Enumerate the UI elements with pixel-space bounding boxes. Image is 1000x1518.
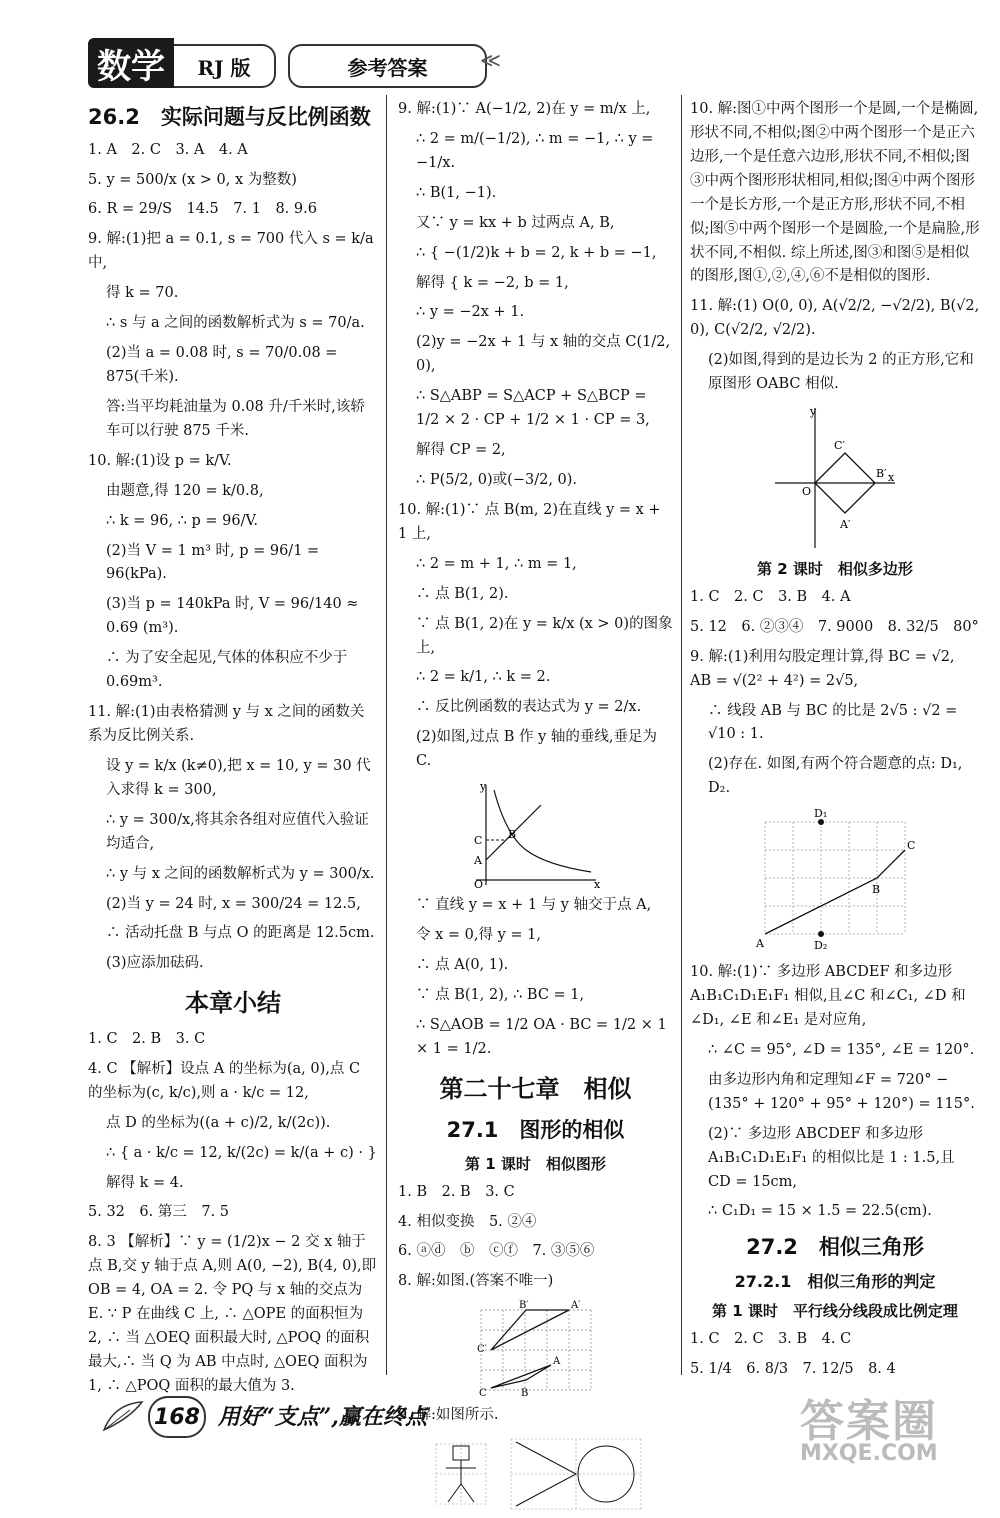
answer-line: ∴ 点 B(1, 2). xyxy=(416,585,509,602)
chapter-title: 第二十七章 相似 xyxy=(439,1074,632,1103)
page-footer xyxy=(100,1392,460,1442)
answer-line: ∴ 2 = k/1, ∴ k = 2. xyxy=(416,669,551,686)
answer-line: (2)当 V = 1 m³ 时, p = 96/1 = 96(kPa). xyxy=(106,542,320,583)
axis-label-y: y xyxy=(810,405,817,419)
answer-line: ∴ P(5/2, 0)或(−3/2, 0). xyxy=(416,471,578,488)
answer-line: ∴ 为了安全起见,气体的体积应不少于 0.69m³. xyxy=(106,650,348,691)
answer-line: 解得 k = 4. xyxy=(106,1174,184,1191)
section-title: 27.2 相似三角形 xyxy=(746,1235,924,1260)
point-label-a: A xyxy=(756,937,764,951)
answer-line: 1. B 2. B 3. C xyxy=(398,1183,515,1200)
section-title: 27.1 图形的相似 xyxy=(446,1118,625,1143)
lesson-title: 第 1 课时 相似图形 xyxy=(465,1154,606,1173)
point-label-a-prime: A′ xyxy=(570,1300,580,1312)
answer-line: 10. 解:(1)设 p = k/V. xyxy=(88,452,232,469)
answer-line: (2)当 y = 24 时, x = 300/24 = 12.5, xyxy=(106,895,361,912)
origin-label: O xyxy=(473,878,483,891)
point-label-c: C xyxy=(473,834,482,848)
answer-line: ∴ 反比例函数的表达式为 y = 2/x. xyxy=(416,699,642,716)
summary-title: 本章小结 xyxy=(185,989,281,1018)
answer-line: 6. ⓐⓓ ⓑ ⓒⓕ 7. ③⑤⑥ xyxy=(398,1243,595,1260)
answer-line: ∴ 点 A(0, 1). xyxy=(416,956,509,973)
column-divider xyxy=(386,95,387,1375)
slogan: 用好“支点”,赢在终点 xyxy=(218,1404,427,1430)
watermark xyxy=(800,1385,938,1466)
point-label-c-prime: C′ xyxy=(476,1344,487,1356)
square-coordinate-figure xyxy=(770,403,900,553)
answer-line: ∴ y = 300/x,将其余各组对应值代入验证均适合, xyxy=(106,811,369,852)
column-left xyxy=(88,98,378,1405)
answer-line: 11. 解:(1) O(0, 0), A(√2/2, −√2/2), B(√2, 0), C(√2/2, √2/2). xyxy=(690,298,980,339)
answer-line: ∵ 点 B(1, 2), ∴ BC = 1, xyxy=(416,986,585,1003)
answer-line: 得 k = 70. xyxy=(106,285,179,302)
axis-label-x: x xyxy=(888,471,895,485)
answer-line: (3)当 p = 140kPa 时, V = 96/140 ≈ 0.69 (m³). xyxy=(106,596,359,637)
similar-triangles-grid-figure xyxy=(471,1300,601,1400)
answer-line: ∵ 点 B(1, 2)在 y = k/x (x > 0)的图象上, xyxy=(416,615,673,656)
answer-line: 11. 解:(1)由表格猜测 y 与 x 之间的函数关系为反比例关系. xyxy=(88,704,365,744)
answer-line: 由多边形内角和定理知∠F = 720° − (135° + 120° + 95° + 120°) = 115°. xyxy=(708,1071,975,1112)
answer-line: 5. 12 6. ②③④ 7. 9000 8. 32/5 80° xyxy=(690,618,979,635)
axis-label-y: y xyxy=(479,780,486,794)
axis-label-x: x xyxy=(593,878,600,891)
answer-line: (2)存在. 如图,有两个符合题意的点: D₁, D₂. xyxy=(708,756,963,797)
point-label-b-prime: B′ xyxy=(876,467,887,481)
point-label-c: C xyxy=(907,839,916,853)
point-label-d1: D₁ xyxy=(814,807,828,821)
point-label-b: B xyxy=(507,828,516,842)
function-graph-figure xyxy=(466,780,606,890)
answer-line: (2)如图,过点 B 作 y 轴的垂线,垂足为 C. xyxy=(416,729,658,770)
answer-line: ∴ y 与 x 之间的函数解析式为 y = 300/x. xyxy=(106,865,375,882)
lesson-title: 第 2 课时 相似多边形 xyxy=(757,560,913,579)
answer-line: 4. 相似变换 5. ②④ xyxy=(398,1213,537,1230)
stick-figure-and-shapes-figure xyxy=(426,1434,646,1514)
point-label-c: C xyxy=(478,1388,487,1400)
subject-label: 数学 xyxy=(88,38,174,88)
answer-line: ∵ 直线 y = x + 1 与 y 轴交于点 A, xyxy=(416,897,652,914)
answer-line: ∴ S△ABP = S△ACP + S△BCP = 1/2 × 2 · CP + 1/2 × 1 · CP = 3, xyxy=(416,388,650,429)
answer-line: 1. C 2. B 3. C xyxy=(88,1030,206,1047)
watermark-main: 答案圈 xyxy=(800,1396,938,1447)
answer-line: ∴ 线段 AB 与 BC 的比是 2√5 : √2 = √10 : 1. xyxy=(708,702,958,743)
answer-line: ∴ C₁D₁ = 15 × 1.5 = 22.5(cm). xyxy=(708,1203,932,1220)
page-number: 168 xyxy=(148,1396,206,1438)
grid-points-figure xyxy=(750,807,920,957)
point-label-a: A xyxy=(473,854,482,868)
point-label-b-prime: B′ xyxy=(518,1300,529,1312)
answer-line: 10. 解:(1)∵ 点 B(m, 2)在直线 y = x + 1 上, xyxy=(398,501,661,542)
column-middle xyxy=(398,98,673,1518)
answer-line: 令 x = 0,得 y = 1, xyxy=(416,927,541,944)
answer-line: 5. y = 500/x (x > 0, x 为整数) xyxy=(88,171,297,188)
point-label-d2: D₂ xyxy=(814,939,828,953)
answer-line: ∴ 活动托盘 B 与点 O 的距离是 12.5cm. xyxy=(106,925,375,942)
answer-line: ∴ s 与 a 之间的函数解析式为 s = 70/a. xyxy=(106,315,365,332)
answer-line: 1. C 2. C 3. B 4. C xyxy=(690,1331,852,1348)
answer-line: 8. 3 【解析】∵ y = (1/2)x − 2 交 x 轴于点 B,交 y 轴于点 A,则 A(0, −2), B(4, 0),即 OB = 4, OA = 2. 令 PQ 与 x 轴的交点为 E. ∵ P 在曲线 C 上, ∴ △OPE 的面积恒为 2, ∴ 当 △OEQ 面积最大时, △POQ 的面积最大,∴ 当 Q 为 AB 中点时, △OEQ 面积为 1, ∴ △POQ 面积的最大值为 3. xyxy=(88,1234,377,1394)
leaf-icon xyxy=(100,1396,146,1436)
answer-line: 5. 32 6. 第三 7. 5 xyxy=(88,1204,230,1221)
answer-line: ∴ { −(1/2)k + b = 2, k + b = −1, xyxy=(416,244,657,261)
answer-line: ∴ k = 96, ∴ p = 96/V. xyxy=(106,512,259,529)
edition-label: RJ 版 xyxy=(174,44,276,88)
lesson-title: 第 1 课时 平行线分线段成比例定理 xyxy=(712,1302,958,1321)
answer-line: 8. 解:如图.(答案不唯一) xyxy=(398,1273,554,1290)
point-label-a: A xyxy=(552,1356,560,1368)
subsection-title: 27.2.1 相似三角形的判定 xyxy=(734,1272,936,1292)
watermark-url: MXQE.COM xyxy=(800,1441,938,1466)
answer-line: 1. C 2. C 3. B 4. A xyxy=(690,588,851,605)
answer-line: ∴ 2 = m/(−1/2), ∴ m = −1, ∴ y = −1/x. xyxy=(416,130,654,171)
column-right xyxy=(690,98,980,1388)
page-header xyxy=(88,38,501,88)
answer-line: (2)∵ 多边形 ABCDEF 和多边形 A₁B₁C₁D₁E₁F₁ 的相似比是 1 : 1.5,且 CD = 15cm, xyxy=(708,1125,955,1190)
answer-line: 设 y = k/x (k≠0),把 x = 10, y = 30 代入求得 k = 300, xyxy=(106,757,371,798)
answer-line: 9. 解:(1)把 a = 0.1, s = 700 代入 s = k/a 中, xyxy=(88,231,374,272)
answer-line: 9. 解:(1)利用勾股定理计算,得 BC = √2, AB = √(2² + 4²) = 2√5, xyxy=(690,648,955,689)
origin-label: O xyxy=(802,485,812,499)
double-chevron-icon: ≪ xyxy=(480,48,501,72)
answer-line: 点 D 的坐标为((a + c)/2, k/(2c)). xyxy=(106,1114,331,1131)
answer-line: 由题意,得 120 = k/0.8, xyxy=(106,482,264,499)
section-title: 26.2 实际问题与反比例函数 xyxy=(88,105,371,129)
answer-line: 4. C 【解析】设点 A 的坐标为(a, 0),点 C 的坐标为(c, k/c),则 a · k/c = 12, xyxy=(88,1060,361,1101)
answer-line: ∴ 2 = m + 1, ∴ m = 1, xyxy=(416,555,577,572)
point-label-b: B xyxy=(872,883,881,897)
point-label-b: B xyxy=(520,1388,528,1400)
answer-line: 解得 CP = 2, xyxy=(416,442,506,459)
answer-line: 6. R = 29/S 14.5 7. 1 8. 9.6 xyxy=(88,201,317,218)
answer-line: 又∵ y = kx + b 过两点 A, B, xyxy=(416,214,615,231)
answer-line: 10. 解:(1)∵ 多边形 ABCDEF 和多边形 A₁B₁C₁D₁E₁F₁ 相似,且∠C 和∠C₁, ∠D 和∠D₁, ∠E 和∠E₁ 是对应角, xyxy=(690,964,966,1029)
answer-line: (2)如图,得到的是边长为 2 的正方形,它和原图形 OABC 相似. xyxy=(708,352,974,393)
column-divider xyxy=(681,95,682,1375)
header-title: 参考答案 xyxy=(288,44,487,88)
answer-line: 10. 解:图①中两个图形一个是圆,一个是椭圆,形状不同,不相似;图②中两个图形一个是正六边形,一个是任意六边形,形状不同,不相似;图③中两个图形形状相同,相似;图④中两个图形一个是长方形,一个是正方形,形状不同,不相似;图⑤中两个图形一个是圆脸,一个是扁脸,形状不同,不相似. 综上所述,图③和图⑤是相似的图形,图①,②,④,⑥不是相似的图形. xyxy=(690,101,980,285)
answer-line: (2)y = −2x + 1 与 x 轴的交点 C(1/2, 0), xyxy=(416,334,671,375)
answer-line: ∴ ∠C = 95°, ∠D = 135°, ∠E = 120°. xyxy=(708,1041,975,1058)
answer-line: 解得 { k = −2, b = 1, xyxy=(416,274,569,291)
answer-line: 5. 1/4 6. 8/3 7. 12/5 8. 4 xyxy=(690,1361,896,1378)
answer-line: ∴ y = −2x + 1. xyxy=(416,304,525,321)
answer-line: 答:当平均耗油量为 0.08 升/千米时,该轿车可以行驶 875 千米. xyxy=(106,398,365,439)
answer-line: 1. A 2. C 3. A 4. A xyxy=(88,141,248,158)
point-label-c-prime: C′ xyxy=(834,439,845,453)
answer-line: ∴ B(1, −1). xyxy=(416,184,497,201)
answer-line: (3)应添加砝码. xyxy=(106,955,204,972)
answer-line: (2)当 a = 0.08 时, s = 70/0.08 = 875(千米). xyxy=(106,345,338,386)
answer-line: 9. 解:如图所示. xyxy=(398,1407,499,1424)
point-label-a-prime: A′ xyxy=(840,518,851,532)
answer-line: 9. 解:(1)∵ A(−1/2, 2)在 y = m/x 上, xyxy=(398,101,651,117)
answer-line: ∴ S△AOB = 1/2 OA · BC = 1/2 × 1 × 1 = 1/2. xyxy=(416,1016,667,1057)
answer-line: ∴ { a · k/c = 12, k/(2c) = k/(a + c) · } xyxy=(106,1144,377,1161)
